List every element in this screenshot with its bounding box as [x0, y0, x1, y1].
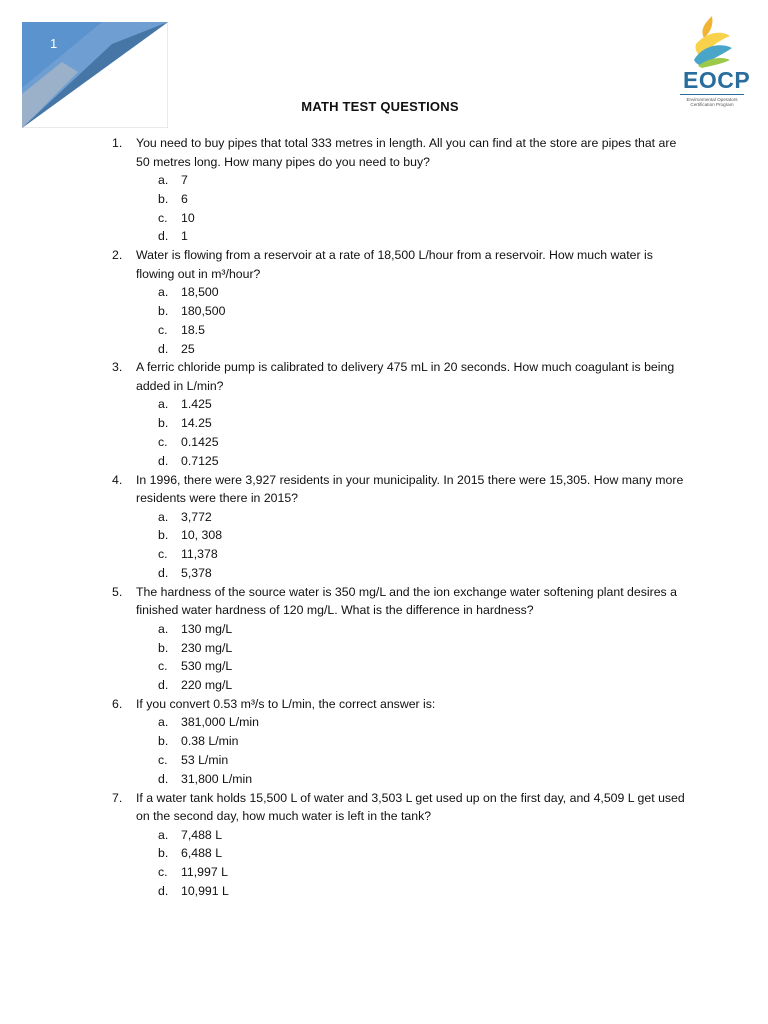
choice-letter: d. — [158, 771, 169, 786]
question-item — [112, 583, 692, 695]
choice-text: 11,378 — [181, 547, 218, 562]
question-item — [112, 789, 692, 901]
choice-letter: c. — [158, 434, 168, 449]
answer-choices — [158, 508, 692, 583]
choice-text: 0.1425 — [181, 434, 219, 449]
question-number: 3. — [112, 360, 123, 375]
answer-choice — [158, 302, 692, 321]
choice-text: 6 — [181, 191, 188, 206]
answer-choice — [158, 713, 692, 732]
answer-choice — [158, 526, 692, 545]
question-text: The hardness of the source water is 350 mg/L and the ion exchange water softening plant desires a finished water hardness of 120 mg/L. What is the difference in hardness? — [136, 584, 677, 618]
answer-choice — [158, 209, 692, 228]
choice-text: 530 mg/L — [181, 659, 233, 674]
answer-choice — [158, 620, 692, 639]
answer-choice — [158, 395, 692, 414]
answer-choice — [158, 433, 692, 452]
choice-text: 31,800 L/min — [181, 771, 253, 786]
answer-choice — [158, 452, 692, 471]
choice-letter: b. — [158, 528, 169, 543]
question-text: If a water tank holds 15,500 L of water and 3,503 L get used up on the first day, and 4,509 L get used on the second day, how much water is left in the tank? — [136, 790, 685, 824]
choice-text: 130 mg/L — [181, 621, 233, 636]
answer-choices — [158, 713, 692, 788]
answer-choice — [158, 321, 692, 340]
choice-letter: b. — [158, 846, 169, 861]
answer-choice — [158, 190, 692, 209]
question-text: A ferric chloride pump is calibrated to delivery 475 mL in 20 seconds. How much coagulant is being added in L/min? — [136, 360, 675, 393]
logo-subtitle: Environmental Operators Certification Program — [686, 97, 738, 107]
answer-choice — [158, 283, 692, 302]
question-number: 2. — [112, 248, 123, 263]
choice-text: 230 mg/L — [181, 640, 233, 655]
answer-choice — [158, 844, 692, 863]
question-item — [112, 471, 692, 583]
answer-choice — [158, 826, 692, 845]
choice-text: 7,488 L — [181, 827, 223, 842]
choice-letter: a. — [158, 827, 169, 842]
answer-choice — [158, 171, 692, 190]
choice-text: 18,500 — [181, 285, 219, 300]
choice-letter: b. — [158, 303, 169, 318]
choice-letter: b. — [158, 191, 169, 206]
choice-letter: c. — [158, 322, 168, 337]
choice-text: 18.5 — [181, 322, 205, 337]
choice-text: 3,772 — [181, 509, 212, 524]
answer-choice — [158, 414, 692, 433]
choice-letter: b. — [158, 734, 169, 749]
choice-text: 11,997 L — [181, 865, 228, 880]
answer-choice — [158, 639, 692, 658]
choice-text: 180,500 — [181, 303, 226, 318]
answer-choice — [158, 732, 692, 751]
choice-text: 10 — [181, 210, 195, 225]
answer-choice — [158, 508, 692, 527]
answer-choice — [158, 882, 692, 901]
choice-letter: a. — [158, 397, 169, 412]
choice-letter: d. — [158, 884, 169, 899]
logo-divider — [680, 94, 744, 95]
choice-letter: b. — [158, 640, 169, 655]
choice-letter: a. — [158, 173, 169, 187]
question-text: You need to buy pipes that total 333 metres in length. All you can find at the store are pipes that are 50 metres long. How many pipes do you need to buy? — [136, 136, 677, 169]
question-text: If you convert 0.53 m³/s to L/min, the correct answer is: — [136, 696, 436, 711]
choice-text: 14.25 — [181, 416, 212, 431]
page-number: 1 — [50, 36, 58, 51]
choice-letter: d. — [158, 565, 169, 580]
page-title: MATH TEST QUESTIONS — [301, 99, 459, 114]
question-list — [112, 134, 692, 901]
choice-text: 7 — [181, 173, 188, 187]
choice-text: 0.7125 — [181, 453, 219, 468]
choice-text: 6,488 L — [181, 846, 223, 861]
choice-text: 10,991 L — [181, 884, 229, 899]
choice-letter: a. — [158, 621, 169, 636]
choice-text: 25 — [181, 341, 195, 356]
choice-letter: d. — [158, 229, 169, 244]
answer-choices — [158, 395, 692, 470]
question-number: 5. — [112, 584, 123, 599]
answer-choice — [158, 863, 692, 882]
choice-letter: c. — [158, 547, 168, 562]
choice-letter: a. — [158, 715, 169, 730]
question-number: 6. — [112, 696, 123, 711]
question-number: 1. — [112, 136, 123, 150]
answer-choice — [158, 545, 692, 564]
question-number: 7. — [112, 790, 123, 805]
answer-choice — [158, 340, 692, 359]
choice-letter: c. — [158, 659, 168, 674]
answer-choices — [158, 283, 692, 358]
answer-choice — [158, 770, 692, 789]
answer-choice — [158, 676, 692, 695]
choice-letter: c. — [158, 753, 168, 768]
logo-wordmark: EOCP — [683, 67, 751, 93]
question-number: 4. — [112, 472, 123, 487]
choice-text: 53 L/min — [181, 753, 229, 768]
choice-letter: c. — [158, 210, 168, 225]
question-item — [112, 695, 692, 789]
choice-text: 5,378 — [181, 565, 212, 580]
question-text: In 1996, there were 3,927 residents in your municipality. In 2015 there were 15,305. How many more residents were there in 2015? — [136, 472, 684, 506]
answer-choice — [158, 564, 692, 583]
answer-choices — [158, 826, 692, 901]
choice-text: 381,000 L/min — [181, 715, 259, 730]
choice-text: 1.425 — [181, 397, 212, 412]
choice-text: 0.38 L/min — [181, 734, 239, 749]
choice-letter: d. — [158, 341, 169, 356]
answer-choices — [158, 620, 692, 695]
choice-text: 220 mg/L — [181, 678, 233, 693]
answer-choice — [158, 657, 692, 676]
answer-choices — [158, 171, 692, 246]
answer-choice — [158, 227, 692, 246]
choice-letter: d. — [158, 453, 169, 468]
choice-letter: a. — [158, 285, 169, 300]
question-item — [112, 246, 692, 358]
question-text: Water is flowing from a reservoir at a rate of 18,500 L/hour from a reservoir. How much water is flowing out in m³/hour? — [136, 248, 653, 281]
question-item — [112, 134, 692, 246]
choice-letter: a. — [158, 509, 169, 524]
choice-text: 10, 308 — [181, 528, 223, 543]
answer-choice — [158, 751, 692, 770]
choice-letter: c. — [158, 865, 168, 880]
choice-letter: d. — [158, 678, 169, 693]
choice-letter: b. — [158, 416, 169, 431]
question-item — [112, 358, 692, 470]
choice-text: 1 — [181, 229, 188, 244]
